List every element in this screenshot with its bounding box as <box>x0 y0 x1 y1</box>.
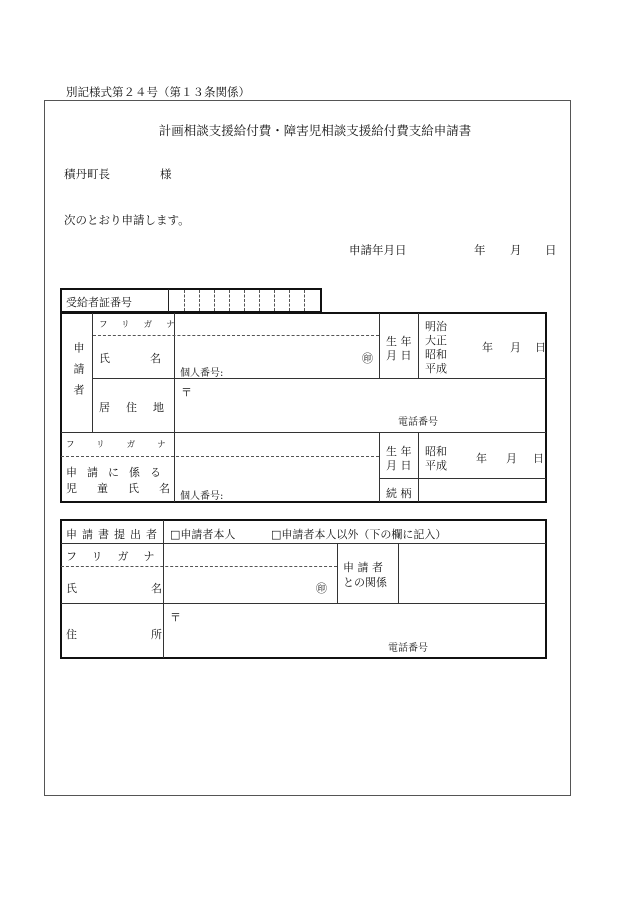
submitter-address-input[interactable] <box>165 605 545 657</box>
era-showa[interactable]: 昭和 <box>425 348 447 361</box>
submitter-option-other[interactable]: □申請者本人以外（下の欄に記入） <box>271 528 447 541</box>
digit-box-2[interactable] <box>199 290 200 311</box>
digit-box-7[interactable] <box>274 290 275 311</box>
digit-box-3[interactable] <box>214 290 215 311</box>
era-taisho[interactable]: 大正 <box>425 334 447 347</box>
applicant-group-label: 申請者 <box>72 342 85 405</box>
submitter-relation-left <box>337 544 338 603</box>
application-date-year: 年 <box>474 243 486 257</box>
applicant-name-label: 氏名 <box>99 352 201 365</box>
application-date-month: 月 <box>510 243 522 257</box>
form-title: 計画相談支援給付費・障害児相談支援給付費支給申請書 <box>158 123 472 138</box>
digit-box-5[interactable] <box>244 290 245 311</box>
child-era-showa[interactable]: 昭和 <box>425 445 447 458</box>
addressee-honorific: 様 <box>160 167 172 181</box>
submitter-name-label: 氏名 <box>66 582 236 595</box>
applicant-furigana-divider <box>93 335 379 336</box>
submitter-relation-label-2: との関係 <box>343 576 387 589</box>
applicant-address-input[interactable] <box>176 380 545 431</box>
applicant-name-bottom <box>93 378 546 379</box>
form-reference: 別記様式第２４号（第１３条関係） <box>66 85 250 99</box>
submitter-postal-mark: 〒 <box>170 611 181 624</box>
applicant-postal-mark: 〒 <box>181 386 192 399</box>
addressee-name: 積丹町長 <box>64 167 110 181</box>
digit-box-8[interactable] <box>289 290 290 311</box>
applicant-seal-mark: ㊞ <box>362 352 373 365</box>
applicant-address-label: 居住地 <box>99 401 180 414</box>
child-birth-bottom <box>379 478 546 479</box>
submitter-furigana-label: フリガナ <box>66 550 170 563</box>
child-relation-label: 続 柄 <box>386 487 412 500</box>
applicant-birth-year: 年 <box>482 341 493 354</box>
digit-box-6[interactable] <box>259 290 260 311</box>
child-birth-col-left <box>379 432 380 502</box>
submitter-seal-mark: ㊞ <box>316 582 327 595</box>
digit-box-4[interactable] <box>229 290 230 311</box>
intro-text: 次のとおり申請します。 <box>64 213 190 227</box>
child-relation-input[interactable] <box>420 480 545 501</box>
child-birth-year: 年 <box>476 452 487 465</box>
birth-col-right <box>418 313 419 378</box>
applicant-birth-label-2: 月 日 <box>386 349 412 362</box>
submitter-furigana-input[interactable] <box>165 545 336 565</box>
child-era-heisei[interactable]: 平成 <box>425 459 447 472</box>
child-furigana-input[interactable] <box>176 434 378 455</box>
child-birth-day: 日 <box>533 452 544 465</box>
submitter-label: 申請書提出者 <box>66 528 162 541</box>
submitter-phone-label: 電話番号 <box>388 643 428 654</box>
birth-col-left <box>379 313 380 378</box>
applicant-birth-day: 日 <box>535 341 546 354</box>
applicant-birth-label-1: 生 年 <box>386 335 412 348</box>
applicant-birth-month: 月 <box>510 341 521 354</box>
child-birth-label-2: 月 日 <box>386 459 412 472</box>
application-date-label: 申請年月日 <box>349 243 407 257</box>
applicant-group-divider <box>92 313 93 432</box>
applicant-mynumber-label: 個人番号: <box>180 368 224 379</box>
submitter-relation-right <box>398 544 399 603</box>
child-furigana-divider <box>61 456 379 457</box>
era-heisei[interactable]: 平成 <box>425 362 447 375</box>
submitter-relation-input[interactable] <box>400 545 545 602</box>
recipient-cert-divider <box>168 289 169 312</box>
applicant-address-bottom <box>61 432 546 433</box>
submitter-name-input[interactable] <box>165 568 336 602</box>
child-mynumber-label: 個人番号: <box>180 491 224 502</box>
submitter-header-bottom <box>61 543 546 544</box>
submitter-name-bottom <box>61 603 546 604</box>
digit-box-9[interactable] <box>304 290 305 311</box>
child-name-label-1: 申請に係る <box>66 466 171 479</box>
applicant-furigana-input[interactable] <box>176 314 378 334</box>
child-furigana-label: フリガナ <box>66 440 188 450</box>
child-name-label-2: 児童氏名 <box>66 482 190 495</box>
applicant-furigana-label: フリガナ <box>99 320 189 330</box>
applicant-phone-label: 電話番号 <box>398 417 438 428</box>
submitter-option-self[interactable]: □申請者本人 <box>170 528 236 541</box>
child-birth-col-right <box>418 432 419 502</box>
submitter-furigana-divider <box>61 566 337 567</box>
recipient-cert-label: 受給者証番号 <box>66 296 132 309</box>
application-date-day: 日 <box>545 243 557 257</box>
child-birth-month: 月 <box>506 452 517 465</box>
era-meiji[interactable]: 明治 <box>425 320 447 333</box>
submitter-address-label: 住所 <box>66 628 236 641</box>
submitter-relation-label-1: 申 請 者 <box>343 561 383 574</box>
child-birth-label-1: 生 年 <box>386 445 412 458</box>
digit-box-1[interactable] <box>184 290 185 311</box>
